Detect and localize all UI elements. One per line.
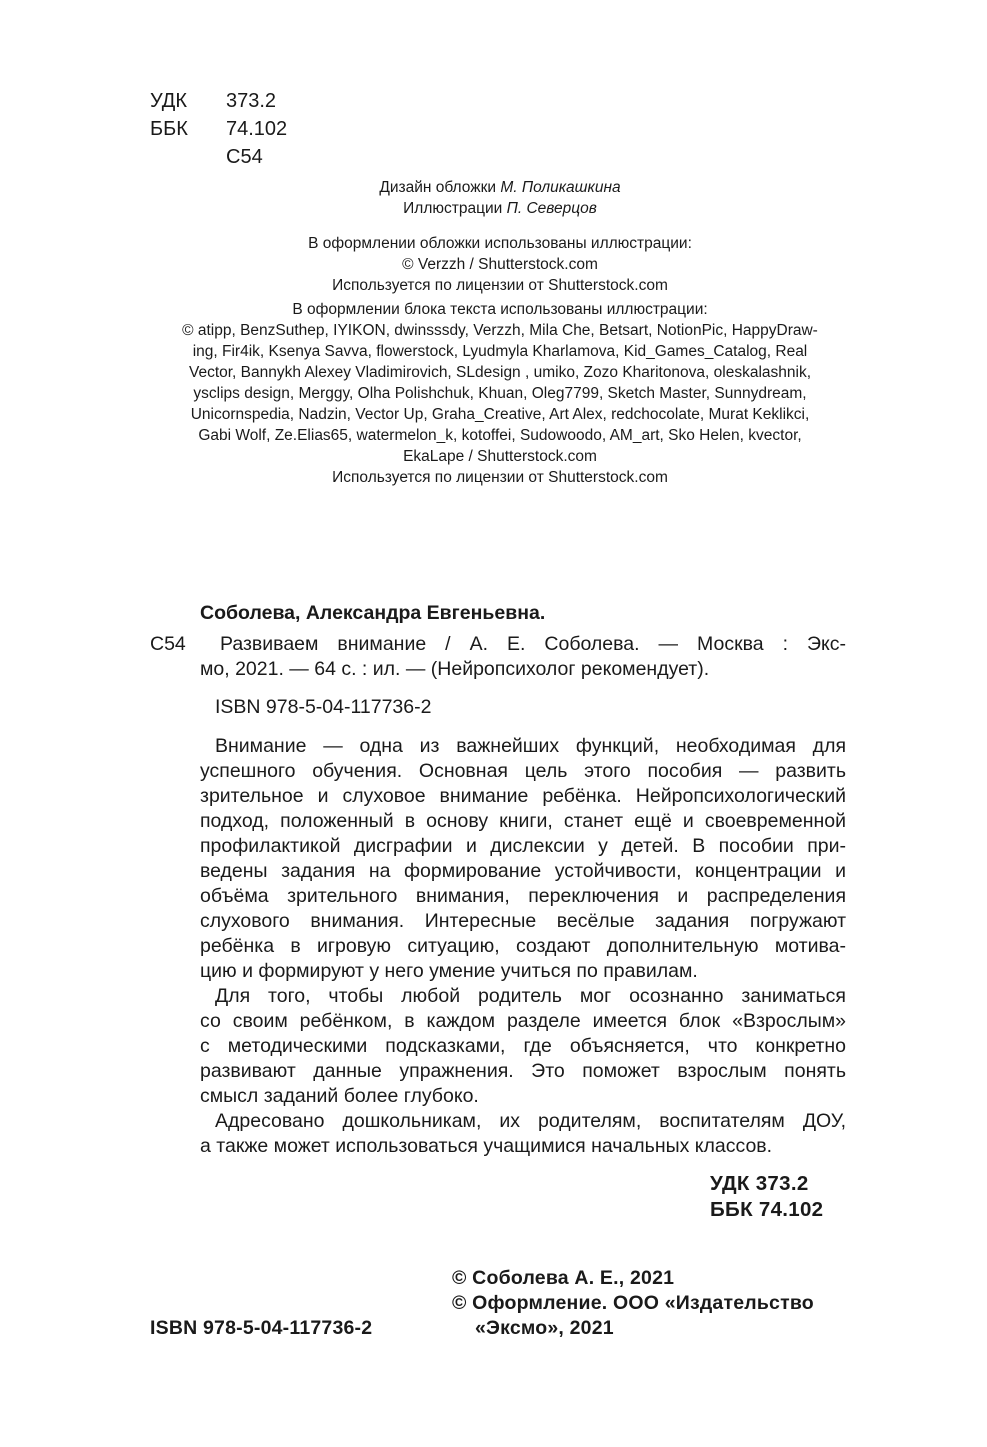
bbk-value: 74.102	[226, 118, 288, 140]
annotation-line: объёма зрительного внимания, переключения и распределения	[200, 885, 846, 907]
contributors-line: ysclips design, Merggy, Olha Polishchuk, Khuan, Oleg7799, Sketch Master, Sunnydream,	[193, 385, 807, 402]
footer-isbn: ISBN 978-5-04-117736-2	[150, 1317, 373, 1339]
contributors-line: ing, Fir4ik, Ksenya Savva, flowerstock, Lyudmyla Kharlamova, Kid_Games_Catalog, Real	[192, 343, 808, 360]
block-license-line: Используется по лицензии от Shutterstock.com	[332, 469, 668, 486]
annotation-line: успешного обучения. Основная цель этого пособия — развить	[200, 760, 846, 782]
copyright-design-line1: © Оформление. ООО «Издательство	[452, 1292, 814, 1314]
annotation-line: с методическими подсказками, где объясняется, что конкретно	[200, 1035, 846, 1057]
cover-illustrations-block	[150, 233, 850, 296]
credits-block	[150, 177, 850, 219]
bibliography-entry-line1: Развиваем внимание / А. Е. Соболева. — Москва : Экс-	[220, 633, 846, 655]
annotation-line: слухового внимания. Интересные весёлые задания погружают	[200, 910, 846, 932]
udk-label: УДК	[150, 90, 188, 112]
cover-design-line: Дизайн обложки М. Поликашкина	[379, 179, 621, 196]
annotation-line: Адресовано дошкольникам, их родителям, воспитателям ДОУ,	[215, 1110, 846, 1132]
footer-udk: УДК 373.2	[710, 1172, 809, 1195]
block-illustrations-block	[150, 299, 850, 488]
contributors-line: Vector, Bannykh Alexey Vladimirovich, SLdesign , umiko, Zozo Kharitonova, oleskalashnik,	[188, 364, 812, 381]
annotation-line: зрительное и слуховое внимание ребёнка. Нейропсихологический	[200, 785, 846, 807]
illustrations-line: Иллюстрации П. Северцов	[403, 200, 597, 217]
annotation	[200, 734, 846, 1159]
contributors-line: © atipp, BenzSuthep, IYIKON, dwinsssdy, Verzzh, Mila Che, Betsart, NotionPic, HappyDraw-	[182, 322, 818, 339]
contributors-line: EkaLape / Shutterstock.com	[403, 448, 597, 465]
annotation-line: со своим ребёнком, в каждом разделе имеется блок «Взрослым»	[200, 1010, 846, 1032]
annotation-line: смысл заданий более глубоко.	[200, 1085, 479, 1107]
illustrator: П. Северцов	[506, 200, 597, 217]
annotation-line: подход, положенный в основу книги, станет ещё и своевременной	[200, 810, 846, 832]
footer-bbk: ББК 74.102	[710, 1198, 824, 1221]
annotation-line: ведены задания на формирование устойчивости, концентрации и	[200, 860, 846, 882]
cover-designer: М. Поликашкина	[500, 179, 621, 196]
block-illustrations-heading: В оформлении блока текста использованы иллюстрации:	[292, 301, 708, 318]
bibliography-mark: С54	[150, 633, 186, 655]
annotation-line: а также может использоваться учащимися начальных классов.	[200, 1135, 773, 1157]
annotation-line: ребёнка в игровую ситуацию, создают дополнительную мотива-	[200, 935, 846, 957]
annotation-line: развивают данные упражнения. Это поможет взрослым понять	[200, 1060, 846, 1082]
annotation-line: Для того, чтобы любой родитель мог осознанно заниматься	[215, 985, 846, 1007]
udk-value: 373.2	[226, 90, 277, 112]
bibliography-isbn: ISBN 978-5-04-117736-2	[215, 696, 432, 718]
cover-illustrations-source: © Verzzh / Shutterstock.com	[402, 256, 598, 273]
annotation-line: цию и формируют у него умение учиться по правилам.	[200, 960, 698, 982]
bibliography-author: Соболева, Александра Евгеньевна.	[200, 602, 546, 624]
annotation-line: профилактикой дисграфии и дислексии у детей. В пособии при-	[200, 835, 846, 857]
classification-block	[150, 87, 350, 171]
annotation-line: Внимание — одна из важнейших функций, необходимая для	[215, 735, 846, 757]
cover-illustrations-heading: В оформлении обложки использованы иллюстрации:	[308, 235, 692, 252]
contributors-line: Unicornspedia, Nadzin, Vector Up, Graha_Creative, Art Alex, redchocolate, Murat Keklikci,	[190, 406, 810, 423]
cover-license-line: Используется по лицензии от Shutterstock.com	[332, 277, 668, 294]
copyright-design-line2: «Эксмо», 2021	[475, 1317, 614, 1339]
author-mark: С54	[226, 146, 263, 168]
contributors-line: Gabi Wolf, Ze.Elias65, watermelon_k, kotoffei, Sudowoodo, AM_art, Sko Helen, kvector,	[198, 427, 802, 444]
bbk-label: ББК	[150, 118, 188, 140]
copyright-author: © Соболева А. Е., 2021	[452, 1267, 675, 1289]
bibliography-entry-line2: мо, 2021. — 64 с. : ил. — (Нейропсихолог рекомендует).	[200, 658, 710, 680]
